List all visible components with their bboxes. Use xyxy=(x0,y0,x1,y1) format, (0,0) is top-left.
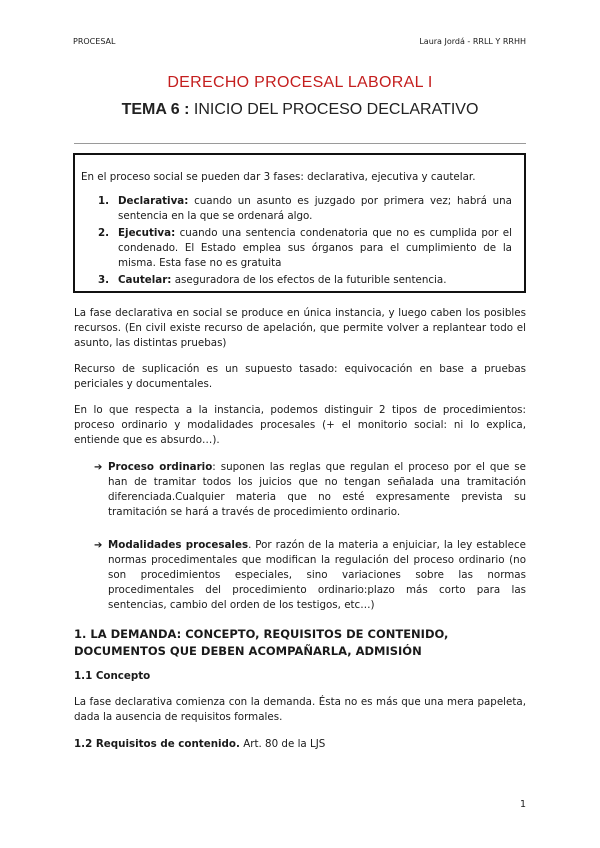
paragraph: La fase declarativa en social se produce en única instancia, y luego caben los posibles recursos. (En civil existe recurso de apelación, que permite volver a replantear todo el asunto, las distintas pruebas) xyxy=(74,307,526,349)
subtitle-label: TEMA 6 : xyxy=(121,101,190,118)
phase-text: cuando un asunto es juzgado por primera vez; habrá una sentencia en la que se ordenará algo. xyxy=(118,195,512,222)
document-title: DERECHO PROCESAL LABORAL I xyxy=(167,74,433,91)
bullet-label: Proceso ordinario xyxy=(108,461,213,473)
document-subtitle xyxy=(0,101,600,119)
phase-text: cuando una sentencia condenatoria que no es cumplida por el condenado. El Estado emplea sus órganos para el cumplimiento de la misma. Esta fase no es gratuita xyxy=(118,227,512,269)
bullet-text: . Por razón de la materia a enjuiciar, la ley establece normas procedimentales que modifican la regulación del proceso ordinario (no son procedimientos especiales, sino variaciones sobre las normas procedimentales del procedimiento ordinario:plazo más corto para las sentencias, cambio del orden de los testigos, etc…) xyxy=(108,539,526,611)
phase-label: Ejecutiva: xyxy=(118,227,176,239)
header-right: Laura Jordá - RRLL Y RRHH xyxy=(419,37,526,46)
phase-number: 2. xyxy=(98,227,110,239)
subsection-tail: Art. 80 de la LJS xyxy=(239,738,326,750)
subtitle-text: INICIO DEL PROCESO DECLARATIVO xyxy=(189,101,479,118)
bullet-text: : suponen las reglas que regulan el proceso por el que se han de tramitar todos los juicios que no tengan señalada una tramitación diferenciada.Cualquier materia que no esté expresamente prevista su tramitación se hará a través de procedimiento ordinario. xyxy=(108,461,526,518)
header-left: PROCESAL xyxy=(73,37,116,46)
subsection-heading: 1.2 Requisitos de contenido. xyxy=(74,738,240,750)
bullet-item xyxy=(94,460,526,520)
page-number: 1 xyxy=(519,799,526,810)
title-divider xyxy=(74,143,526,144)
paragraph: Recurso de suplicación es un supuesto tasado: equivocación en base a pruebas periciales y documentales. xyxy=(74,363,526,390)
bullet-item xyxy=(94,538,526,613)
box-intro: En el proceso social se pueden dar 3 fases: declarativa, ejecutiva y cautelar. xyxy=(81,171,476,183)
phase-item xyxy=(98,226,512,271)
phase-label: Declarativa: xyxy=(118,195,189,207)
phase-text: aseguradora de los efectos de la futurible sentencia. xyxy=(171,274,447,286)
section-heading: 1. LA DEMANDA: CONCEPTO, REQUISITOS DE CONTENIDO, DOCUMENTOS QUE DEBEN ACOMPAÑARLA, ADMISIÓN xyxy=(74,627,449,658)
phase-number: 1. xyxy=(98,195,110,207)
subsection-heading-row xyxy=(74,737,526,752)
phase-item xyxy=(98,194,512,224)
phase-label: Cautelar: xyxy=(118,274,172,286)
paragraph: La fase declarativa comienza con la demanda. Ésta no es más que una mera papeleta, dada la ausencia de requisitos formales. xyxy=(74,696,526,723)
phase-number: 3. xyxy=(98,274,110,286)
bullet-label: Modalidades procesales xyxy=(108,539,249,551)
arrow-icon: ➔ xyxy=(94,462,103,473)
phase-item xyxy=(98,273,512,288)
paragraph: En lo que respecta a la instancia, podemos distinguir 2 tipos de procedimientos: proceso ordinario y modalidades procesales (+ el monitorio social: ni lo explica, entiende que es absurdo…). xyxy=(74,404,526,446)
subsection-heading: 1.1 Concepto xyxy=(74,670,151,682)
arrow-icon: ➔ xyxy=(94,540,103,551)
